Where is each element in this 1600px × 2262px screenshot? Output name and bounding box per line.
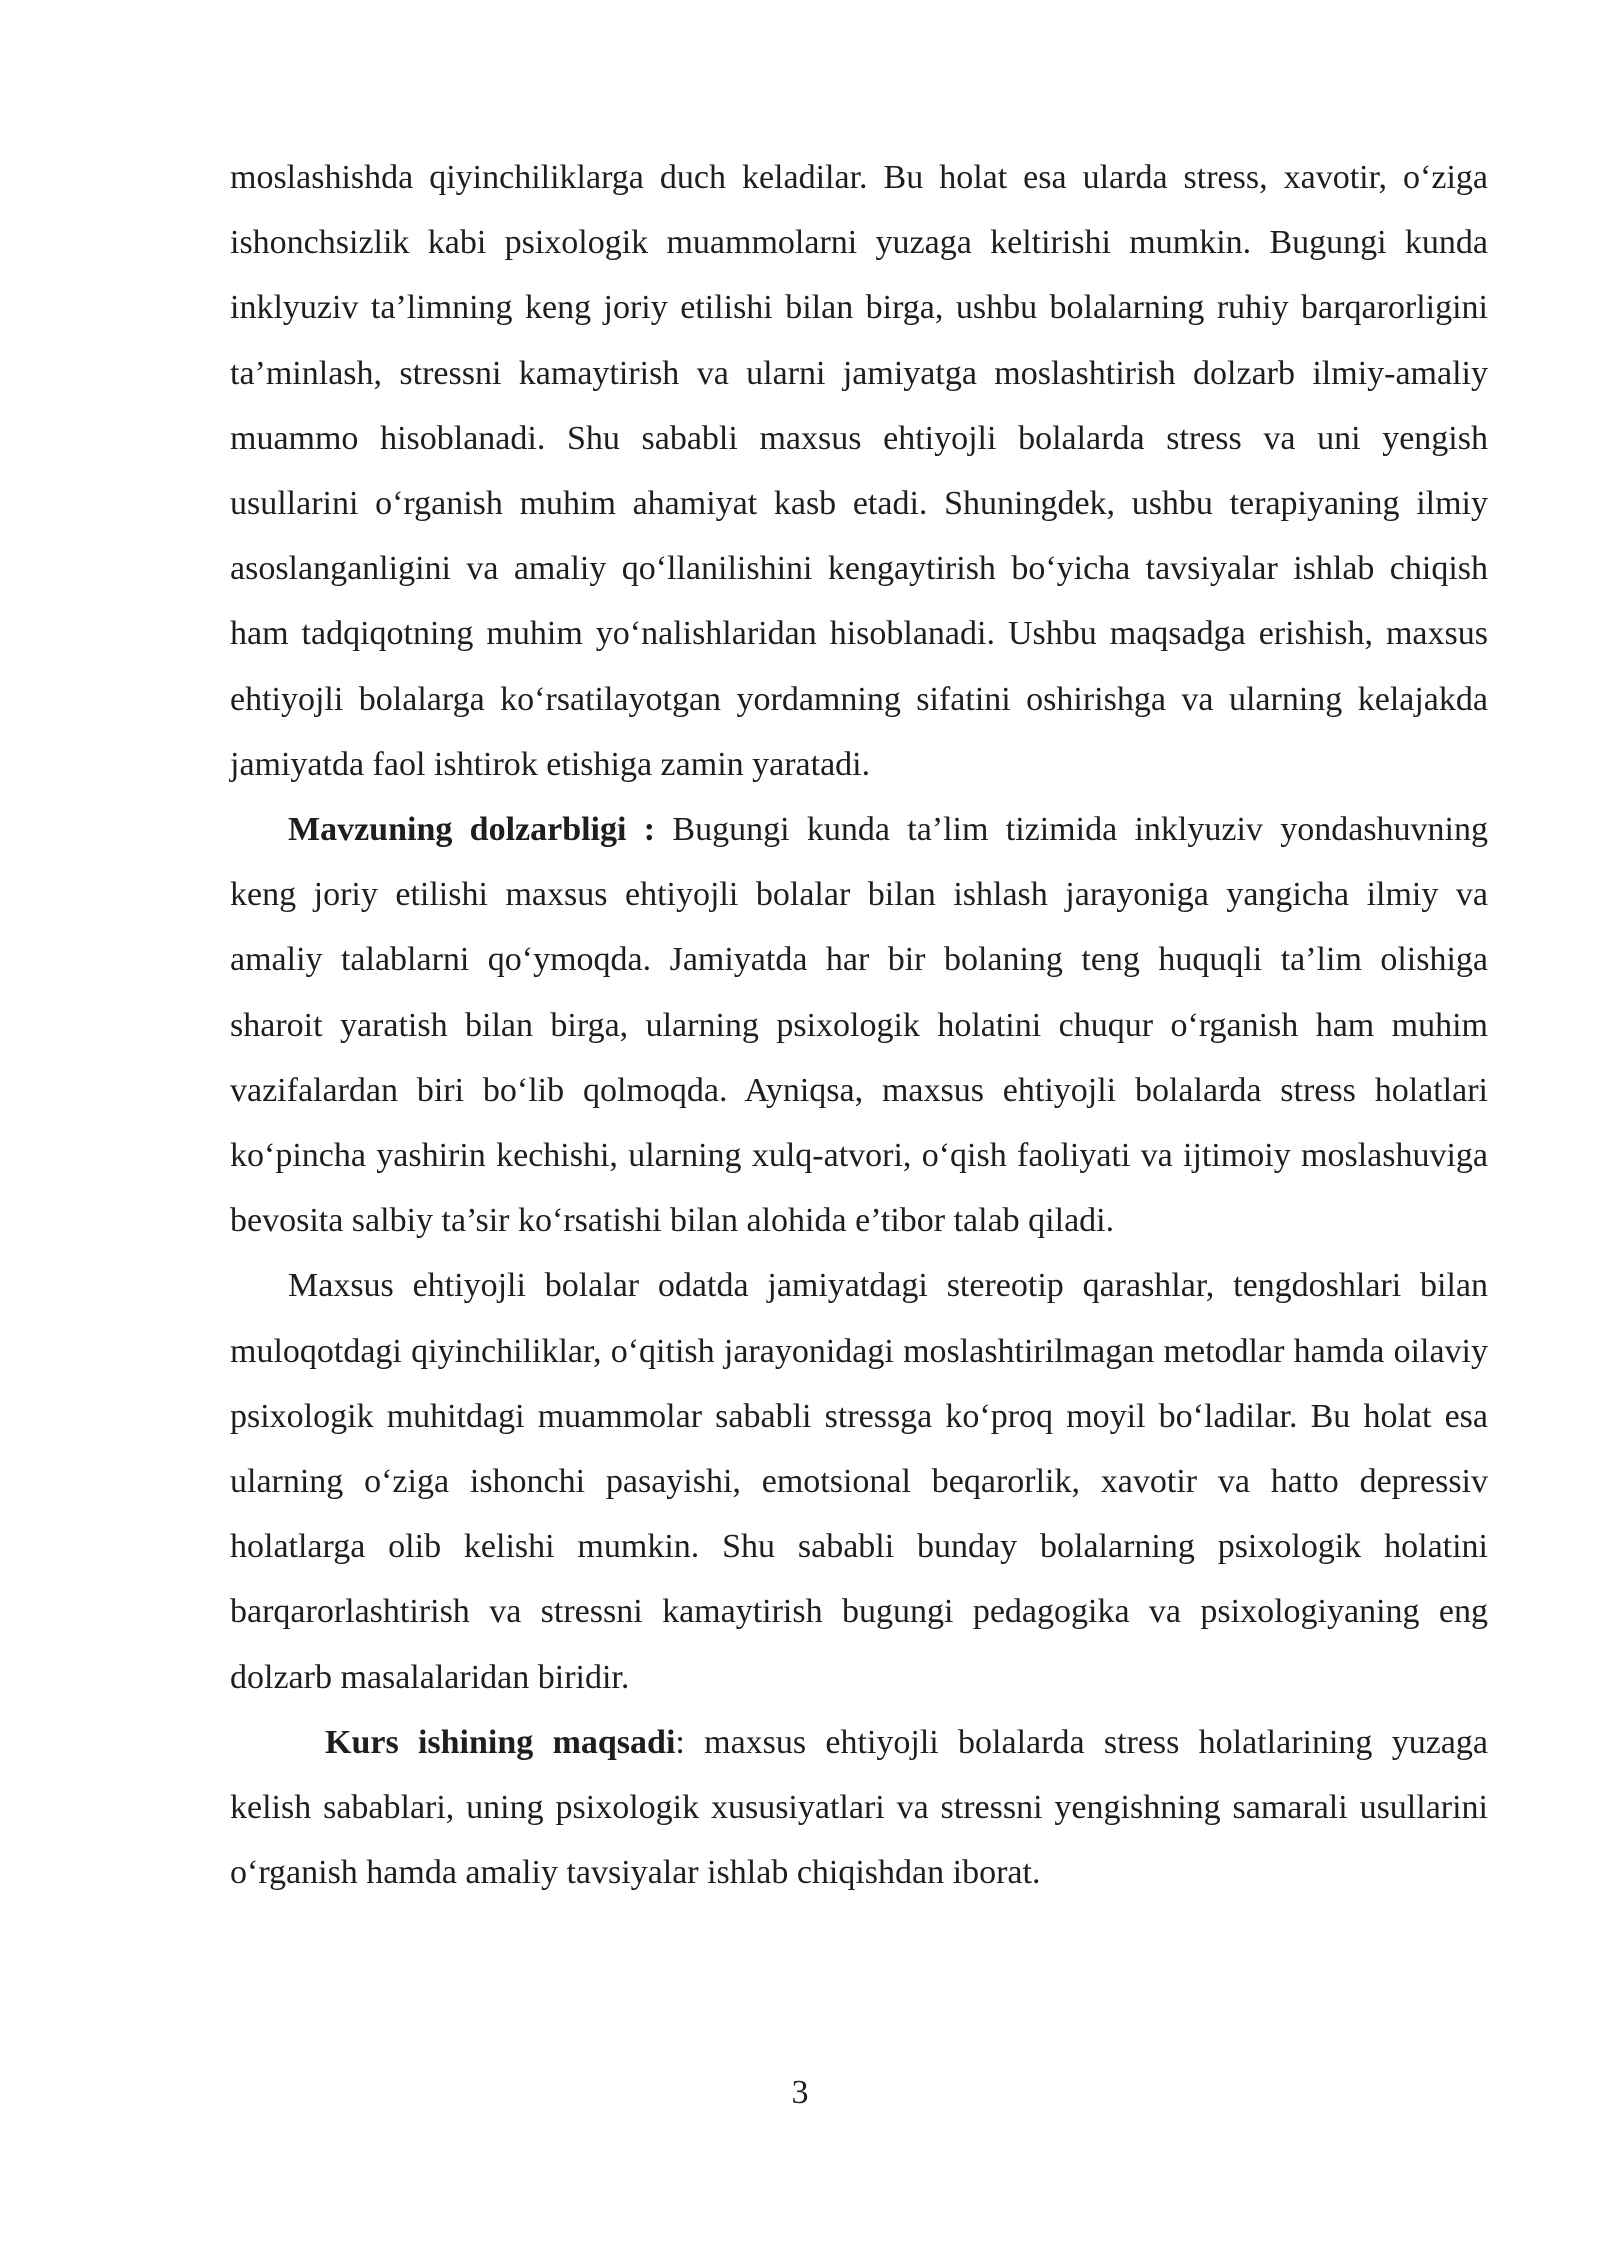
paragraph-text: Maxsus ehtiyojli bolalar odatda jamiyatdagi stereotip qarashlar, tengdoshlari bilan muloqotdagi qiyinchiliklar, o‘qitish jarayonidagi moslashtirilmagan metodlar hamda oilaviy psixologik muhitdagi muammolar sababli stressga ko‘proq moyil bo‘ladilar. Bu holat esa ularning o‘ziga ishonchi pasayishi, emotsional beqarorlik, xavotir va hatto depressiv holatlarga olib kelishi mumkin. Shu sababli bunday bolalarning psixologik holatini barqarorlashtirish va stressni kamaytirish bugungi pedagogika va psixologiyaning eng dolzarb masalalaridan biridir. bbox=[230, 1267, 1488, 1696]
section-heading-relevance: Mavzuning dolzarbligi : bbox=[288, 811, 656, 849]
paragraph-relevance bbox=[230, 797, 1488, 1253]
paragraph-stress-causes bbox=[230, 1253, 1488, 1709]
paragraph-text: moslashishda qiyinchiliklarga duch keladilar. Bu holat esa ularda stress, xavotir, o‘ziga ishonchsizlik kabi psixologik muammolarni yuzaga keltirishi mumkin. Bugungi kunda inklyuziv ta’limning keng joriy etilishi bilan birga, ushbu bolalarning ruhiy barqarorligini ta’minlash, stressni kamaytirish va ularni jamiyatga moslashtirish dolzarb ilmiy-amaliy muammo hisoblanadi. Shu sababli maxsus ehtiyojli bolalarda stress va uni yengish usullarini o‘rganish muhim ahamiyat kasb etadi. Shuningdek, ushbu terapiyaning ilmiy asoslanganligini va amaliy qo‘llanilishini kengaytirish bo‘yicha tavsiyalar ishlab chiqish ham tadqiqotning muhim yo‘nalishlaridan hisoblanadi. Ushbu maqsadga erishish, maxsus ehtiyojli bolalarga ko‘rsatilayotgan yordamning sifatini oshirishga va ularning kelajakda jamiyatda faol ishtirok etishiga zamin yaratadi. bbox=[230, 159, 1488, 783]
paragraph-continuation bbox=[230, 145, 1488, 797]
page-number: 3 bbox=[791, 2074, 809, 2111]
section-heading-goal: Kurs ishining maqsadi bbox=[325, 1723, 676, 1761]
body-text bbox=[230, 145, 1488, 1905]
paragraph-text: Bugungi kunda ta’lim tizimida inklyuziv yondashuvning keng joriy etilishi maxsus ehtiyojli bolalar bilan ishlash jarayoniga yangicha ilmiy va amaliy talablarni qo‘ymoqda. Jamiyatda har bir bolaning teng huquqli ta’lim olishiga sharoit yaratish bilan birga, ularning psixologik holatini chuqur o‘rganish ham muhim vazifalardan biri bo‘lib qolmoqda. Ayniqsa, maxsus ehtiyojli bolalarda stress holatlari ko‘pincha yashirin kechishi, ularning xulq-atvori, o‘qish faoliyati va ijtimoiy moslashuviga bevosita salbiy ta’sir ko‘rsatishi bilan alohida e’tibor talab qiladi. bbox=[230, 811, 1488, 1240]
paragraph-text: : maxsus ehtiyojli bolalarda stress holatlarining yuzaga kelish sabablari, uning psixologik xususiyatlari va stressni yengishning samarali usullarini o‘rganish hamda amaliy tavsiyalar ishlab chiqishdan iborat. bbox=[230, 1723, 1488, 1892]
paragraph-goal bbox=[230, 1710, 1488, 1906]
